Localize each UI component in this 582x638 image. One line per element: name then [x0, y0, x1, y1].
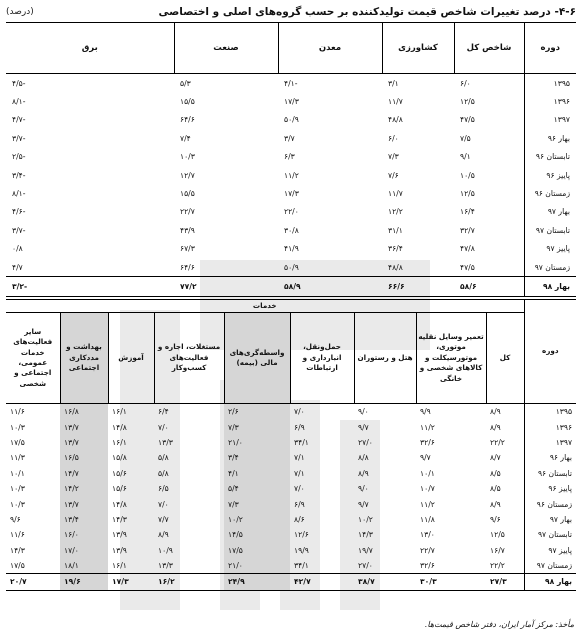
cell-value: ۳/۷: [284, 133, 295, 143]
cell-value: ۸/۹: [158, 530, 169, 540]
cell-value: ۵۰/۹: [284, 262, 299, 272]
table-row: [6, 543, 576, 558]
cell-value: ۲۲/۲: [490, 437, 505, 447]
cell-value: ۱۱/۷: [388, 189, 403, 199]
cell-value: ۹/۰: [358, 484, 369, 494]
cell-value: ۱۱/۲: [420, 499, 435, 509]
row-period: ۱۳۹۵: [524, 74, 576, 93]
cell-value: ۷/۱: [294, 468, 305, 478]
table-row: [6, 512, 576, 527]
cell-value: ۸/۸: [358, 453, 369, 463]
cell-value: ۱۷/۳: [284, 97, 299, 107]
cell-value: ۴۲/۷: [290, 574, 354, 590]
unit-label: (درصد): [6, 7, 34, 17]
cell-value: ۵۰/۹: [284, 115, 299, 125]
cell-value: ۴/۷: [12, 262, 23, 272]
cell-value: ۹/۶: [490, 514, 501, 524]
cell-value: ۷/۰: [294, 407, 305, 417]
cell-value: ۴۷/۸: [460, 244, 475, 254]
row-period: زمستان ۹۷: [524, 558, 576, 574]
cell-value: ۱۷/۵: [10, 437, 25, 447]
table-main-groups: [6, 22, 576, 297]
table-row: [6, 277, 576, 296]
cell-value: ۴/۱: [224, 466, 290, 481]
cell-value: ۱۶/۱: [112, 437, 127, 447]
cell-value: ۶۶/۶: [382, 277, 454, 296]
cell-value: ۱۵/۵: [180, 97, 195, 107]
cell-value: -۳/۷: [12, 225, 26, 235]
cell-value: ۱۹/۷: [358, 545, 373, 555]
table-row: [6, 203, 576, 221]
table1-header-col-5: برق: [6, 23, 174, 74]
source-note: مأخذ: مرکز آمار ایران، دفتر شاخص قیمت‌ها.: [424, 620, 574, 629]
table2-header-col-4: حمل‌ونقل، انبارداری و ارتباطات: [290, 313, 354, 404]
cell-value: ۱۱/۲: [420, 422, 435, 432]
cell-value: ۷/۶: [388, 170, 399, 180]
cell-value: ۹/۷: [358, 499, 369, 509]
row-period: بهار ۹۸: [524, 277, 576, 296]
row-period: ۱۳۹۷: [524, 435, 576, 450]
cell-value: ۷/۷: [158, 514, 169, 524]
table-row: [6, 558, 576, 574]
cell-value: ۶/۵: [158, 484, 169, 494]
cell-value: ۲۴/۹: [224, 574, 290, 590]
table2-header-col-5: واسطه‌گری‌های مالی (بیمه): [224, 313, 290, 404]
table1-header-col-3: معدن: [278, 23, 382, 74]
cell-value: ۱۶/۱: [112, 561, 127, 571]
cell-value: ۷/۳: [388, 152, 399, 162]
table-services-groups: [6, 299, 576, 591]
table2-header-row: [6, 313, 576, 404]
cell-value: ۱۰/۳: [10, 422, 25, 432]
row-period: تابستان ۹۶: [524, 466, 576, 481]
cell-value: ۳۴/۱: [294, 561, 309, 571]
cell-value: ۱۰/۲: [358, 514, 373, 524]
cell-value: ۱۳/۹: [112, 530, 127, 540]
cell-value: ۱۰/۷: [420, 484, 435, 494]
cell-value: ۱۱/۶: [10, 530, 25, 540]
row-period: بهار ۹۷: [524, 203, 576, 221]
cell-value: ۳۲/۶: [420, 561, 435, 571]
cell-value: ۱۷/۳: [284, 189, 299, 199]
table2-header-col-1: کل: [486, 313, 524, 404]
cell-value: ۱۲/۵: [490, 530, 505, 540]
cell-value: -۴/۱: [284, 78, 298, 88]
cell-value: ۱۶/۵: [60, 450, 108, 465]
cell-value: ۶۴/۶: [180, 115, 195, 125]
cell-value: ۴۸/۸: [388, 262, 403, 272]
cell-value: ۱۴/۲: [60, 481, 108, 496]
table-row: [6, 258, 576, 277]
cell-value: ۲۲/۰: [284, 207, 299, 217]
cell-value: ۸/۹: [490, 422, 501, 432]
cell-value: ۱۰/۱: [10, 468, 25, 478]
cell-value: ۱۶/۲: [154, 574, 224, 590]
cell-value: ۲۷/۰: [358, 561, 373, 571]
table-row: [6, 404, 576, 420]
cell-value: ۱۵/۶: [112, 484, 127, 494]
cell-value: ۰/۸: [12, 244, 23, 254]
cell-value: -۴/۷: [12, 115, 26, 125]
row-period: بهار ۹۶: [524, 129, 576, 147]
cell-value: ۴۷/۵: [460, 115, 475, 125]
cell-value: ۶۴/۶: [180, 262, 195, 272]
table1-header-col-0: دوره: [524, 23, 576, 74]
cell-value: ۱۶/۷: [490, 545, 505, 555]
cell-value: -۳/۷: [12, 133, 26, 143]
cell-value: -۴/۶: [12, 207, 26, 217]
cell-value: ۸/۵: [490, 484, 501, 494]
cell-value: ۱۳/۳: [158, 561, 173, 571]
cell-value: ۹/۷: [358, 422, 369, 432]
cell-value: ۱۶/۴: [460, 207, 475, 217]
cell-value: ۲۱/۰: [224, 558, 290, 574]
cell-value: ۶/۹: [294, 422, 305, 432]
table2-header-period: دوره: [524, 300, 576, 404]
cell-value: ۳/۱: [388, 78, 399, 88]
table2-header-col-2: تعمیر وسایل نقلیه موتوری، موتورسیکلت و کالاهای شخصی و خانگی: [416, 313, 486, 404]
cell-value: ۲۲/۷: [180, 207, 195, 217]
table2-header-col-7: آموزش: [108, 313, 154, 404]
cell-value: ۱۴/۵: [224, 527, 290, 542]
cell-value: ۸/۷: [490, 453, 501, 463]
table-row: [6, 527, 576, 542]
cell-value: ۳/۴: [224, 450, 290, 465]
cell-value: ۳۲/۷: [460, 225, 475, 235]
cell-value: ۱۱/۲: [284, 170, 299, 180]
row-period: ۱۳۹۶: [524, 92, 576, 110]
cell-value: ۱۶/۱: [112, 407, 127, 417]
cell-value: ۱۷/۵: [224, 543, 290, 558]
cell-value: ۴۷/۵: [460, 262, 475, 272]
cell-value: ۹/۷: [420, 453, 431, 463]
cell-value: ۶/۹: [294, 499, 305, 509]
table2-header-col-6: مستغلات، اجاره و فعالیت‌های کسب‌وکار: [154, 313, 224, 404]
cell-value: ۸/۶: [294, 514, 305, 524]
row-period: بهار ۹۷: [524, 512, 576, 527]
cell-value: ۳۶/۴: [388, 244, 403, 254]
cell-value: ۶۷/۳: [180, 244, 195, 254]
table1-header-col-2: کشاورزی: [382, 23, 454, 74]
cell-value: ۱۵/۶: [112, 468, 127, 478]
cell-value: ۱۶/۸: [60, 404, 108, 420]
row-period: زمستان ۹۶: [524, 496, 576, 511]
cell-value: ۱۴/۷: [60, 466, 108, 481]
cell-value: ۱۴/۸: [112, 499, 127, 509]
cell-value: -۳/۲: [6, 277, 174, 296]
cell-value: ۱۷/۰: [60, 543, 108, 558]
table2-group-row: [6, 300, 576, 313]
cell-value: -۲/۵: [12, 152, 26, 162]
cell-value: ۱۰/۳: [10, 484, 25, 494]
cell-value: ۱۲/۶: [294, 530, 309, 540]
table-row: [6, 450, 576, 465]
cell-value: ۱۱/۳: [10, 453, 25, 463]
row-period: زمستان ۹۶: [524, 184, 576, 202]
cell-value: ۱۷/۳: [108, 574, 154, 590]
cell-value: ۱۱/۷: [388, 97, 403, 107]
table-row: [6, 574, 576, 590]
cell-value: ۱۹/۶: [60, 574, 108, 590]
table1-header-col-4: صنعت: [174, 23, 278, 74]
cell-value: ۵/۸: [158, 453, 169, 463]
cell-value: ۷/۰: [158, 422, 169, 432]
cell-value: ۷/۳: [224, 496, 290, 511]
table-row: [6, 184, 576, 202]
cell-value: ۷/۱: [294, 453, 305, 463]
cell-value: ۴۳/۹: [180, 225, 195, 235]
table1-header-col-1: شاخص کل: [454, 23, 524, 74]
cell-value: ۶/۴: [158, 407, 169, 417]
cell-value: ۲۰/۷: [6, 574, 60, 590]
cell-value: ۷/۴: [180, 133, 191, 143]
cell-value: ۱۲/۲: [388, 207, 403, 217]
cell-value: ۷/۵: [460, 133, 471, 143]
row-period: بهار ۹۶: [524, 450, 576, 465]
cell-value: ۲/۶: [224, 404, 290, 420]
cell-value: ۷/۰: [158, 499, 169, 509]
cell-value: ۸/۵: [490, 468, 501, 478]
table-row: [6, 419, 576, 434]
cell-value: ۱۷/۵: [10, 561, 25, 571]
row-period: تابستان ۹۷: [524, 527, 576, 542]
table-title: ۴-۶- درصد تغییرات شاخص قیمت تولیدکننده بر حسب گروه‌های اصلی و اختصاصی: [158, 6, 576, 18]
cell-value: ۳۱/۱: [388, 225, 403, 235]
cell-value: ۶/۰: [388, 133, 399, 143]
table2-group-header: خدمات: [6, 300, 524, 313]
cell-value: ۹/۱: [460, 152, 471, 162]
cell-value: ۱۲/۵: [460, 97, 475, 107]
cell-value: ۹/۹: [420, 407, 431, 417]
table2-header-col-8: بهداشت و مددکاری اجتماعی: [60, 313, 108, 404]
cell-value: ۳۸/۷: [354, 574, 416, 590]
table-row: [6, 466, 576, 481]
cell-value: ۸/۹: [490, 499, 501, 509]
row-period: پاییز ۹۶: [524, 166, 576, 184]
cell-value: ۲۲/۷: [420, 545, 435, 555]
cell-value: ۵۸/۹: [278, 277, 382, 296]
cell-value: ۵/۴: [224, 481, 290, 496]
row-period: ۱۳۹۵: [524, 404, 576, 420]
cell-value: ۲۷/۳: [486, 574, 524, 590]
table-row: [6, 221, 576, 239]
table-row: [6, 496, 576, 511]
cell-value: ۱۵/۵: [180, 189, 195, 199]
cell-value: ۱۲/۵: [460, 189, 475, 199]
cell-value: ۵/۳: [180, 78, 191, 88]
cell-value: ۸/۹: [358, 468, 369, 478]
table-row: [6, 166, 576, 184]
cell-value: ۱۱/۶: [10, 407, 25, 417]
cell-value: -۸/۱: [12, 189, 26, 199]
table-row: [6, 435, 576, 450]
cell-value: ۲۲/۲: [490, 561, 505, 571]
cell-value: ۴۸/۸: [388, 115, 403, 125]
cell-value: ۱۴/۸: [112, 422, 127, 432]
table-row: [6, 481, 576, 496]
table-row: [6, 129, 576, 147]
row-period: تابستان ۹۷: [524, 221, 576, 239]
cell-value: ۱۵/۸: [112, 453, 127, 463]
cell-value: ۱۰/۳: [10, 499, 25, 509]
table1-header-row: [6, 23, 576, 74]
cell-value: ۱۳/۳: [158, 437, 173, 447]
cell-value: ۳۲/۶: [420, 437, 435, 447]
table-row: [6, 92, 576, 110]
row-period: ۱۳۹۶: [524, 419, 576, 434]
cell-value: ۱۰/۹: [158, 545, 173, 555]
cell-value: ۱۲/۷: [180, 170, 195, 180]
cell-value: ۱۰/۲: [224, 512, 290, 527]
cell-value: ۱۳/۷: [60, 435, 108, 450]
row-period: پاییز ۹۶: [524, 481, 576, 496]
cell-value: ۷۷/۲: [174, 277, 278, 296]
row-period: ۱۳۹۷: [524, 111, 576, 129]
row-period: زمستان ۹۷: [524, 258, 576, 277]
cell-value: ۱۳/۷: [60, 419, 108, 434]
cell-value: ۲۱/۰: [224, 435, 290, 450]
cell-value: ۱۴/۳: [10, 545, 25, 555]
cell-value: ۳۰/۳: [416, 574, 486, 590]
cell-value: ۶/۰: [460, 78, 471, 88]
cell-value: ۳۰/۸: [284, 225, 299, 235]
table-row: [6, 74, 576, 93]
row-period: تابستان ۹۶: [524, 148, 576, 166]
cell-value: ۱۰/۱: [420, 468, 435, 478]
cell-value: -۴/۵: [12, 78, 26, 88]
cell-value: ۱۳/۴: [60, 512, 108, 527]
table-row: [6, 240, 576, 258]
row-period: بهار ۹۸: [524, 574, 576, 590]
cell-value: ۷/۳: [224, 419, 290, 434]
cell-value: ۱۴/۳: [358, 530, 373, 540]
cell-value: -۸/۱: [12, 97, 26, 107]
cell-value: ۱۴/۳: [112, 514, 127, 524]
cell-value: ۱۰/۳: [180, 152, 195, 162]
cell-value: ۸/۹: [490, 407, 501, 417]
row-period: پاییز ۹۷: [524, 543, 576, 558]
cell-value: ۹/۰: [358, 407, 369, 417]
table-row: [6, 148, 576, 166]
table2-header-col-9: سایر فعالیت‌های خدمات عمومی، اجتماعی و شخصی: [6, 313, 60, 404]
cell-value: ۱۸/۱: [60, 558, 108, 574]
table2-header-col-3: هتل و رستوران: [354, 313, 416, 404]
cell-value: ۲۷/۰: [358, 437, 373, 447]
cell-value: ۵/۸: [158, 468, 169, 478]
cell-value: ۵۸/۶: [454, 277, 524, 296]
cell-value: ۹/۶: [10, 514, 21, 524]
cell-value: ۴۱/۹: [284, 244, 299, 254]
cell-value: ۱۰/۵: [460, 170, 475, 180]
cell-value: ۱۳/۹: [112, 545, 127, 555]
cell-value: ۱۶/۰: [60, 527, 108, 542]
cell-value: ۶/۳: [284, 152, 295, 162]
title-row: [6, 4, 576, 20]
cell-value: ۱۳/۷: [60, 496, 108, 511]
cell-value: ۷/۰: [294, 484, 305, 494]
cell-value: ۱۳/۰: [420, 530, 435, 540]
cell-value: ۱۱/۸: [420, 514, 435, 524]
cell-value: ۱۹/۹: [294, 545, 309, 555]
row-period: پاییز ۹۷: [524, 240, 576, 258]
cell-value: -۳/۴: [12, 170, 26, 180]
table-row: [6, 111, 576, 129]
cell-value: ۳۴/۱: [294, 437, 309, 447]
